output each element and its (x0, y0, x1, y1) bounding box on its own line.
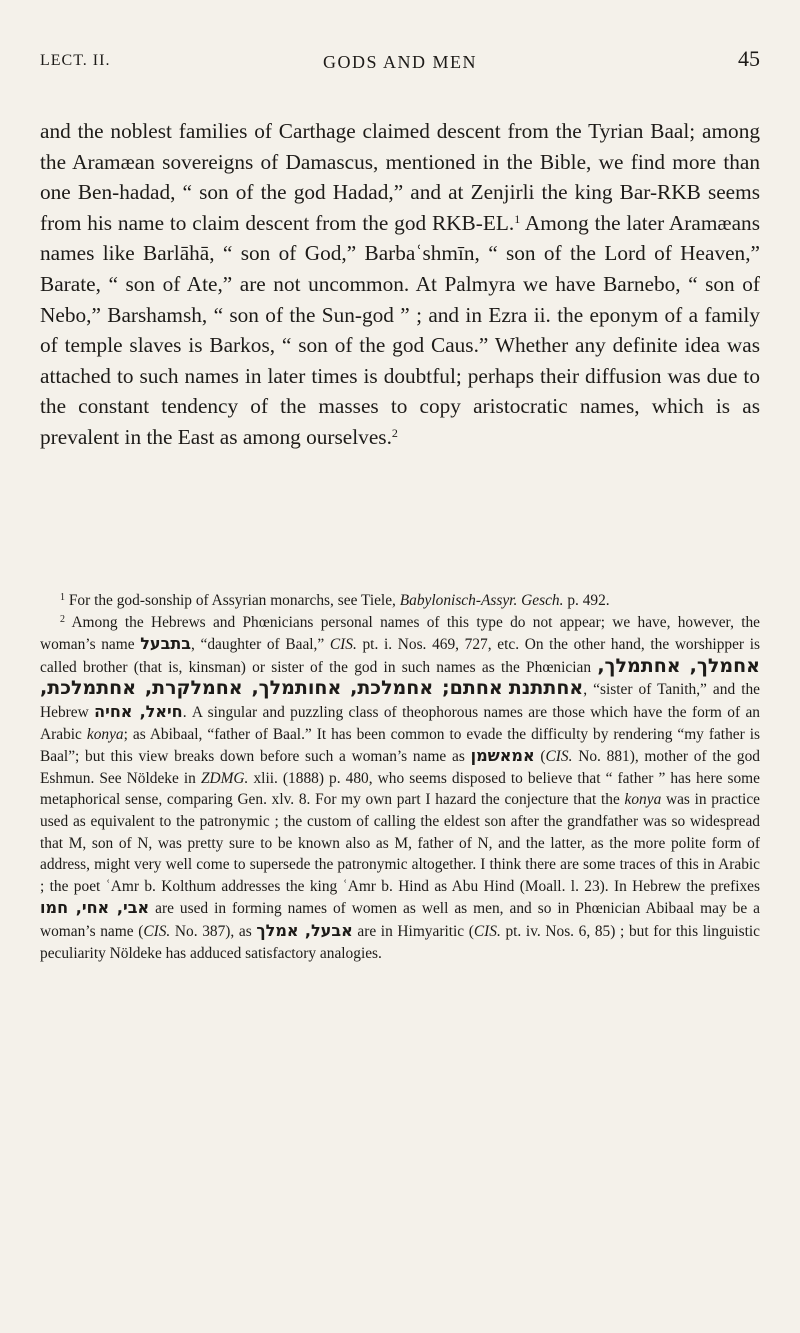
main-text (40, 116, 760, 453)
footnote-text: are in Himyaritic ( (352, 922, 474, 940)
footnote-text: ( (534, 748, 546, 766)
footnote-text: ; as Abibaal, “father of Baal.” It has been common to evade the difficulty by rendering “my father is Baal”; but this view breaks down before such a woman’s name as (40, 725, 760, 766)
footnote-text: was in practice used as equivalent to the patronymic ; the custom of calling the eldest son after the grandfather was so widespread that M, son of N, was pretty sure to be known also as M, father of N, and the latter, as the more polite form of address, might very well come to supersede the patronymic altogether. I think there are some traces of this in Arabic ; the poet ʿAmr b. Kolthum addresses the king ʿAmr b. Hind as Abu Hind (Moall. l. 23). In Hebrew the prefixes (40, 791, 760, 895)
lecture-label: LECT. II. (40, 52, 111, 69)
main-paragraph (40, 116, 760, 453)
footnotes (40, 590, 760, 964)
hebrew-word: בתבעל (140, 634, 192, 654)
footnote-text: pt. i. Nos. 469, 727, etc. On the other hand, the worshipper is called brother (that is, kinsman) or sister of the god in such names as the Phœnician (40, 636, 760, 676)
book-page (40, 0, 760, 1333)
main-text-part-2: Among the later Aramæans names like Barlāhā, “ son of God,” Barbaʿshmīn, “ son of the Lord of Heaven,” Barate, “ son of Ate,” are not uncommon. At Palmyra we have Barnebo, “ son of Nebo,” Barshamsh, “ son of the Sun-god ” ; and in Ezra ii. the eponym of a family of temple slaves is Barkos, “ son of the god Caus.” Whether any definite idea was attached to such names in later times is doubtful; perhaps their diffusion was due to the constant tendency of the masses to copy aristocratic names, which is as prevalent in the East as among ourselves. (40, 210, 760, 449)
citation-title: Babylonisch-Assyr. Gesch. (399, 592, 564, 609)
footnote-text: , “sister of Tanith,” and the Hebrew (40, 681, 760, 721)
citation-abbrev: CIS. (473, 922, 501, 940)
hebrew-word: אבעל, אמלך (256, 920, 353, 940)
footnote-text: , “daughter of Baal,” (191, 636, 330, 654)
footnote-text: xlii. (1888) p. 480, who seems disposed to believe that “ father ” has here some metaphorical sense, comparing Gen. xlv. 8. For my own part I hazard the conjecture that the (40, 769, 760, 809)
footnote-2-marker: 2 (60, 613, 65, 625)
hebrew-word: אבי, אחי, חמו (40, 898, 150, 918)
page-number: 45 (738, 46, 760, 71)
hebrew-word: חיאל, אחיה (94, 701, 183, 721)
footnote-text: are used in forming names of women as well as men, and so in Phœnician Abibaal may be a woman’s name ( (40, 900, 761, 940)
footnote-1 (40, 590, 760, 612)
running-header (40, 46, 760, 76)
footnote-ref-1[interactable]: 1 (514, 211, 521, 226)
citation-abbrev: CIS. (329, 636, 357, 654)
footnote-text: Among the Hebrews and Phœnicians personal names of this type do not appear; we have, however, the woman’s name (40, 613, 760, 654)
hebrew-word: אחתתנת (508, 677, 584, 700)
citation-abbrev: ZDMG. (200, 769, 249, 787)
footnote-text: For the god-sonship of Assyrian monarchs, see Tiele, (68, 592, 400, 609)
citation-abbrev: CIS. (545, 748, 573, 766)
footnote-text: . A singular and puzzling class of theophorous names are those which have the form of an Arabic (40, 703, 760, 743)
chapter-title: GODS AND MEN (322, 52, 477, 72)
main-text-part-1: and the noblest families of Carthage claimed descent from the Tyrian Baal; among the Aramæan sovereigns of Damascus, mentioned in the Bible, we find more than one Ben-hadad, “ son of the god Hadad,” and at Zenjirli the king Bar-RKB seems from his name to claim descent from the god RKB-EL. (40, 119, 760, 235)
footnote-text: No. 881), mother of the god Eshmun. See Nöldeke in (40, 748, 760, 787)
footnote-2 (40, 612, 760, 965)
footnote-ref-2[interactable]: 2 (391, 425, 398, 440)
footnote-1-marker: 1 (60, 592, 65, 603)
hebrew-word: אמאשמן (470, 746, 535, 766)
italic-term: konya (86, 725, 124, 743)
hebrew-word: אחמלך, אחתמלך, אחתם; אחמלכת, אחותמלך, אחמלקרת, אחתמלכת, (40, 654, 760, 700)
citation-abbrev: CIS. (143, 922, 171, 940)
footnote-text: pt. iv. Nos. 6, 85) ; but for this linguistic peculiarity Nöldeke has adduced satisfactory analogies. (40, 922, 761, 962)
footnote-text: No. 387), as (170, 922, 257, 940)
footnote-text: p. 492. (563, 592, 610, 609)
italic-term: konya (624, 791, 662, 809)
